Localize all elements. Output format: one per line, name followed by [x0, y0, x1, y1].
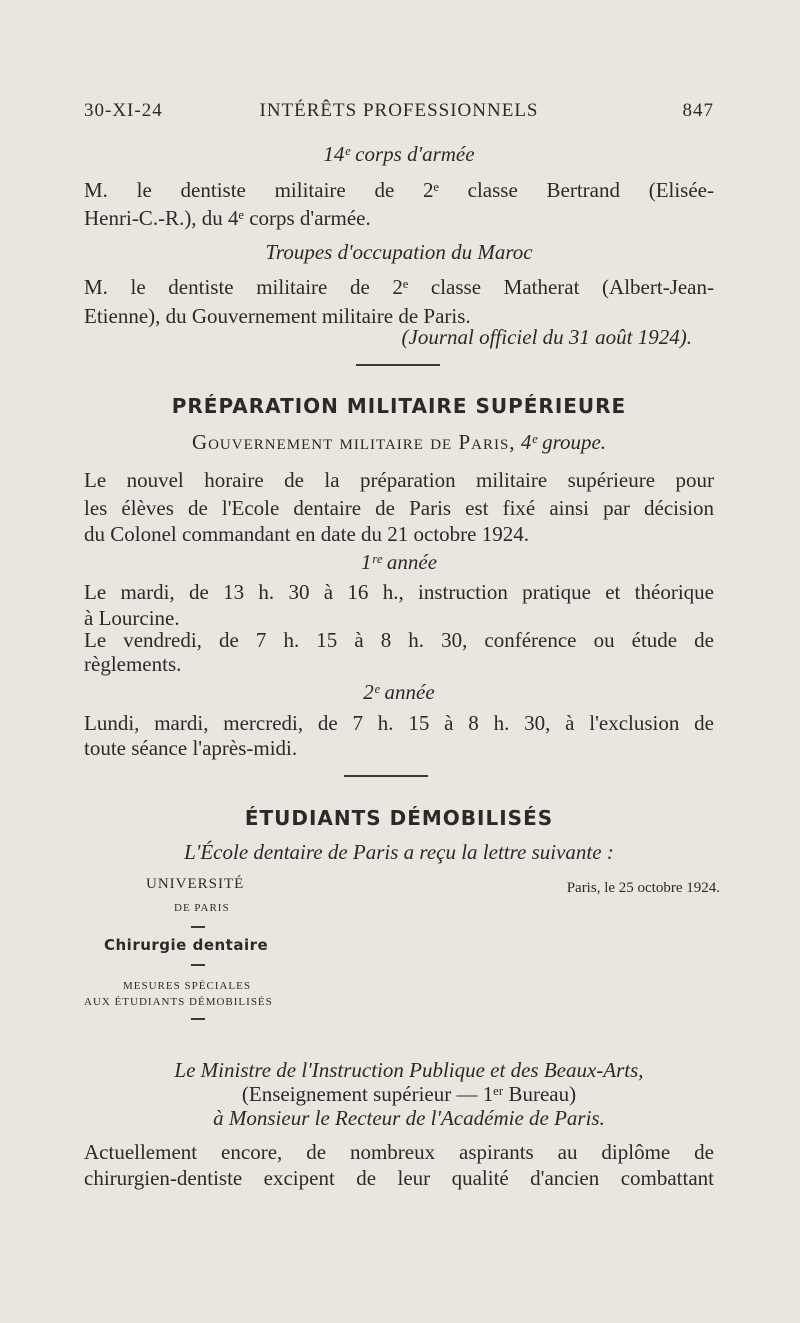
letterhead-dash: [191, 1018, 205, 1020]
subheading-2e-annee: 2ᵉ année: [363, 680, 435, 704]
paragraph-line: Actuellement encore, de nombreux aspirants au diplôme de: [84, 1140, 714, 1164]
letterhead-aux-etudiants: AUX ÉTUDIANTS DÉMOBILISÉS: [84, 996, 273, 1008]
paragraph-line: Le vendredi, de 7 h. 15 à 8 h. 30, conférence ou étude de: [84, 628, 714, 652]
section-title-preparation: PRÉPARATION MILITAIRE SUPÉRIEURE: [171, 394, 627, 418]
subheading-troupes-maroc: Troupes d'occupation du Maroc: [265, 240, 533, 264]
letter-address-line: (Enseignement supérieur — 1ᵉʳ Bureau): [241, 1082, 577, 1106]
paragraph-line: à Lourcine.: [84, 606, 180, 630]
letterhead-universite: UNIVERSITÉ: [146, 876, 245, 892]
section-title-etudiants: ÉTUDIANTS DÉMOBILISÉS: [244, 806, 554, 830]
subheading-14e-corps: 14ᵉ corps d'armée: [323, 142, 475, 166]
letter-date: Paris, le 25 octobre 1924.: [566, 880, 720, 896]
subtitle-groupe: 4ᵉ groupe.: [520, 430, 607, 454]
section-divider: [344, 775, 428, 777]
letterhead-chirurgie: Chirurgie dentaire: [104, 936, 269, 954]
paragraph-line: règlements.: [84, 652, 182, 676]
header-title: INTÉRÊTS PROFESSIONNELS: [259, 100, 539, 121]
paragraph-line: M. le dentiste militaire de 2ᵉ classe Matherat (Albert-Jean-: [84, 275, 714, 299]
section-subtitle: [84, 428, 714, 457]
page-number: 847: [682, 100, 714, 121]
paragraph-line: les élèves de l'Ecole dentaire de Paris est fixé ainsi par décision: [84, 496, 714, 520]
paragraph-line: Le nouvel horaire de la préparation militaire supérieure pour: [84, 468, 714, 492]
paragraph-line: Le mardi, de 13 h. 30 à 16 h., instruction pratique et théorique: [84, 580, 714, 604]
paragraph-line: Lundi, mardi, mercredi, de 7 h. 15 à 8 h. 30, à l'exclusion de: [84, 711, 714, 735]
letterhead-dash: [191, 926, 205, 928]
paragraph-line: du Colonel commandant en date du 21 octobre 1924.: [84, 522, 529, 546]
citation-journal-officiel: (Journal officiel du 31 août 1924).: [401, 325, 692, 349]
paragraph-line: chirurgien-dentiste excipent de leur qualité d'ancien combattant: [84, 1166, 714, 1190]
letter-address-line: Le Ministre de l'Instruction Publique et des Beaux-Arts,: [174, 1058, 644, 1082]
letterhead-dash: [191, 964, 205, 966]
paragraph-line: Henri-C.-R.), du 4ᵉ corps d'armée.: [84, 206, 371, 230]
letter-address-line: à Monsieur le Recteur de l'Académie de Paris.: [213, 1106, 605, 1130]
subheading-1re-annee: 1ʳᵉ année: [360, 550, 438, 574]
header-date: 30-XI-24: [84, 100, 163, 121]
letter-intro: L'École dentaire de Paris a reçu la lettre suivante :: [184, 840, 614, 864]
letterhead-de-paris: DE PARIS: [174, 902, 230, 914]
paragraph-line: M. le dentiste militaire de 2ᵉ classe Bertrand (Elisée-: [84, 178, 714, 202]
letterhead-mesures: MESURES SPÉCIALES: [123, 980, 251, 992]
subtitle-gouvernement: Gouvernement militaire de Paris,: [191, 430, 516, 454]
section-divider: [356, 364, 440, 366]
paragraph-line: toute séance l'après-midi.: [84, 736, 298, 760]
paragraph-line: Etienne), du Gouvernement militaire de Paris.: [84, 304, 471, 328]
